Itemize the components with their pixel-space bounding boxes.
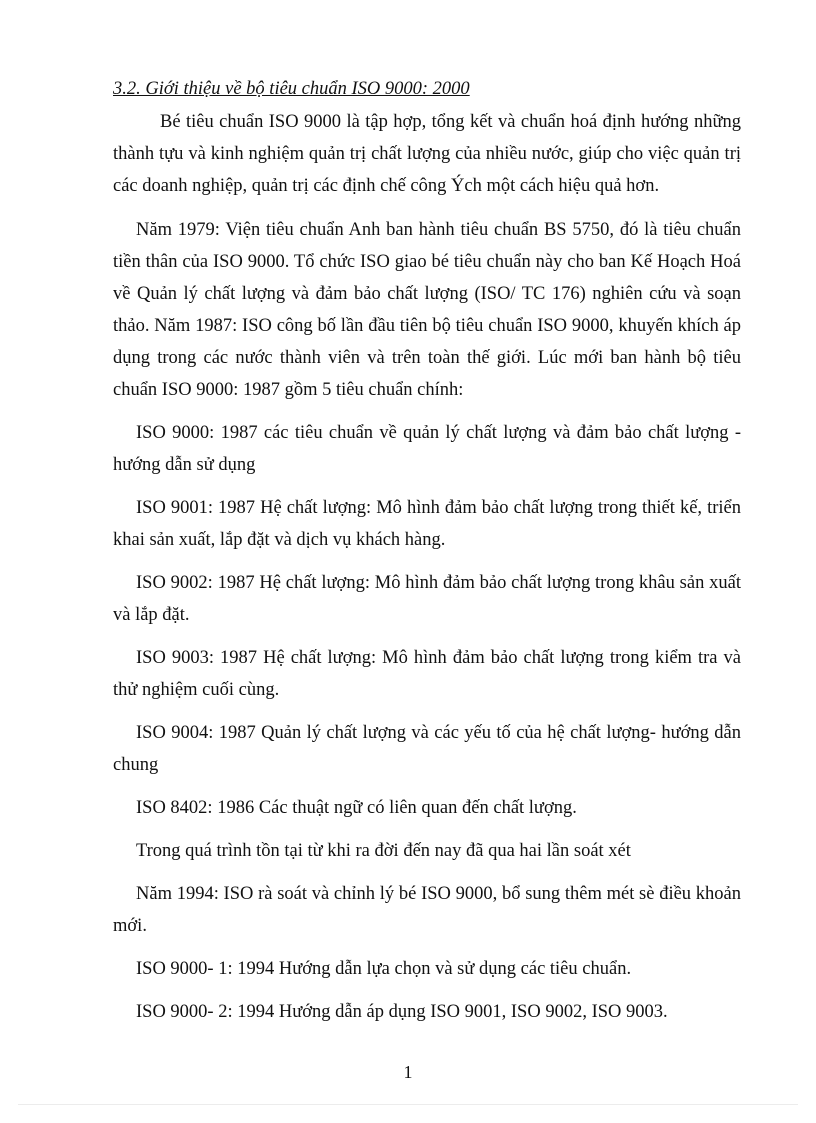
paragraph-iso-9001-1987: ISO 9001: 1987 Hệ chất lượng: Mô hình đảm bảo chất lượng trong thiết kế, triển khai sản xuất, lắp đặt và dịch vụ khách hàng.	[113, 498, 741, 550]
paragraph-revisions: Trong quá trình tồn tại từ khi ra đời đến nay đã qua hai lần soát xét	[136, 841, 631, 861]
paragraph-history: Năm 1979: Viện tiêu chuẩn Anh ban hành tiêu chuẩn BS 5750, đó là tiêu chuẩn tiền thân của ISO 9000. Tổ chức ISO giao bé tiêu chuẩn này cho ban Kế Hoạch Hoá về Quản lý chất lượng và đảm bảo chất lượng (ISO/ TC 176) nghiên cứu và soạn thảo. Năm 1987: ISO công bố lần đầu tiên bộ tiêu chuẩn ISO 9000, khuyến khích áp dụng trong các nước thành viên và trên toàn thế giới. Lúc mới ban hành bộ tiêu chuẩn ISO 9000: 1987 gồm 5 tiêu chuẩn chính:	[113, 220, 741, 400]
paragraph-iso-8402-1986: ISO 8402: 1986 Các thuật ngữ có liên quan đến chất lượng.	[136, 798, 577, 818]
paragraph-iso-9000-1987: ISO 9000: 1987 các tiêu chuẩn về quản lý chất lượng và đảm bảo chất lượng - hướng dẫn sử dụng	[113, 423, 741, 475]
page-number: 1	[403, 1062, 413, 1082]
paragraph-iso-9004-1987: ISO 9004: 1987 Quản lý chất lượng và các yếu tố của hệ chất lượng- hướng dẫn chung	[113, 723, 741, 775]
paragraph-intro: Bé tiêu chuẩn ISO 9000 là tập hợp, tổng kết và chuẩn hoá định hướng những thành tựu và kinh nghiệm quản trị chất lượng của nhiều nước, giúp cho việc quản trị các doanh nghiệp, quản trị các định chế công Ých một cách hiệu quả hơn.	[113, 112, 741, 196]
document-page	[113, 72, 741, 1039]
paragraph-iso-9000-2-1994: ISO 9000- 2: 1994 Hướng dẫn áp dụng ISO 9001, ISO 9002, ISO 9003.	[136, 1002, 668, 1022]
paragraph-iso-9000-1-1994: ISO 9000- 1: 1994 Hướng dẫn lựa chọn và sử dụng các tiêu chuẩn.	[136, 959, 632, 979]
page-bottom-divider	[18, 1104, 798, 1105]
paragraph-iso-9003-1987: ISO 9003: 1987 Hệ chất lượng: Mô hình đảm bảo chất lượng trong kiểm tra và thử nghiệm cuối cùng.	[113, 648, 741, 700]
paragraph-iso-9002-1987: ISO 9002: 1987 Hệ chất lượng: Mô hình đảm bảo chất lượng trong khâu sản xuất và lắp đặt.	[113, 573, 741, 625]
section-heading: 3.2. Giới thiệu về bộ tiêu chuẩn ISO 9000: 2000	[113, 79, 470, 99]
paragraph-1994-revision: Năm 1994: ISO rà soát và chỉnh lý bé ISO 9000, bổ sung thêm mét sè điều khoản mới.	[113, 884, 741, 936]
